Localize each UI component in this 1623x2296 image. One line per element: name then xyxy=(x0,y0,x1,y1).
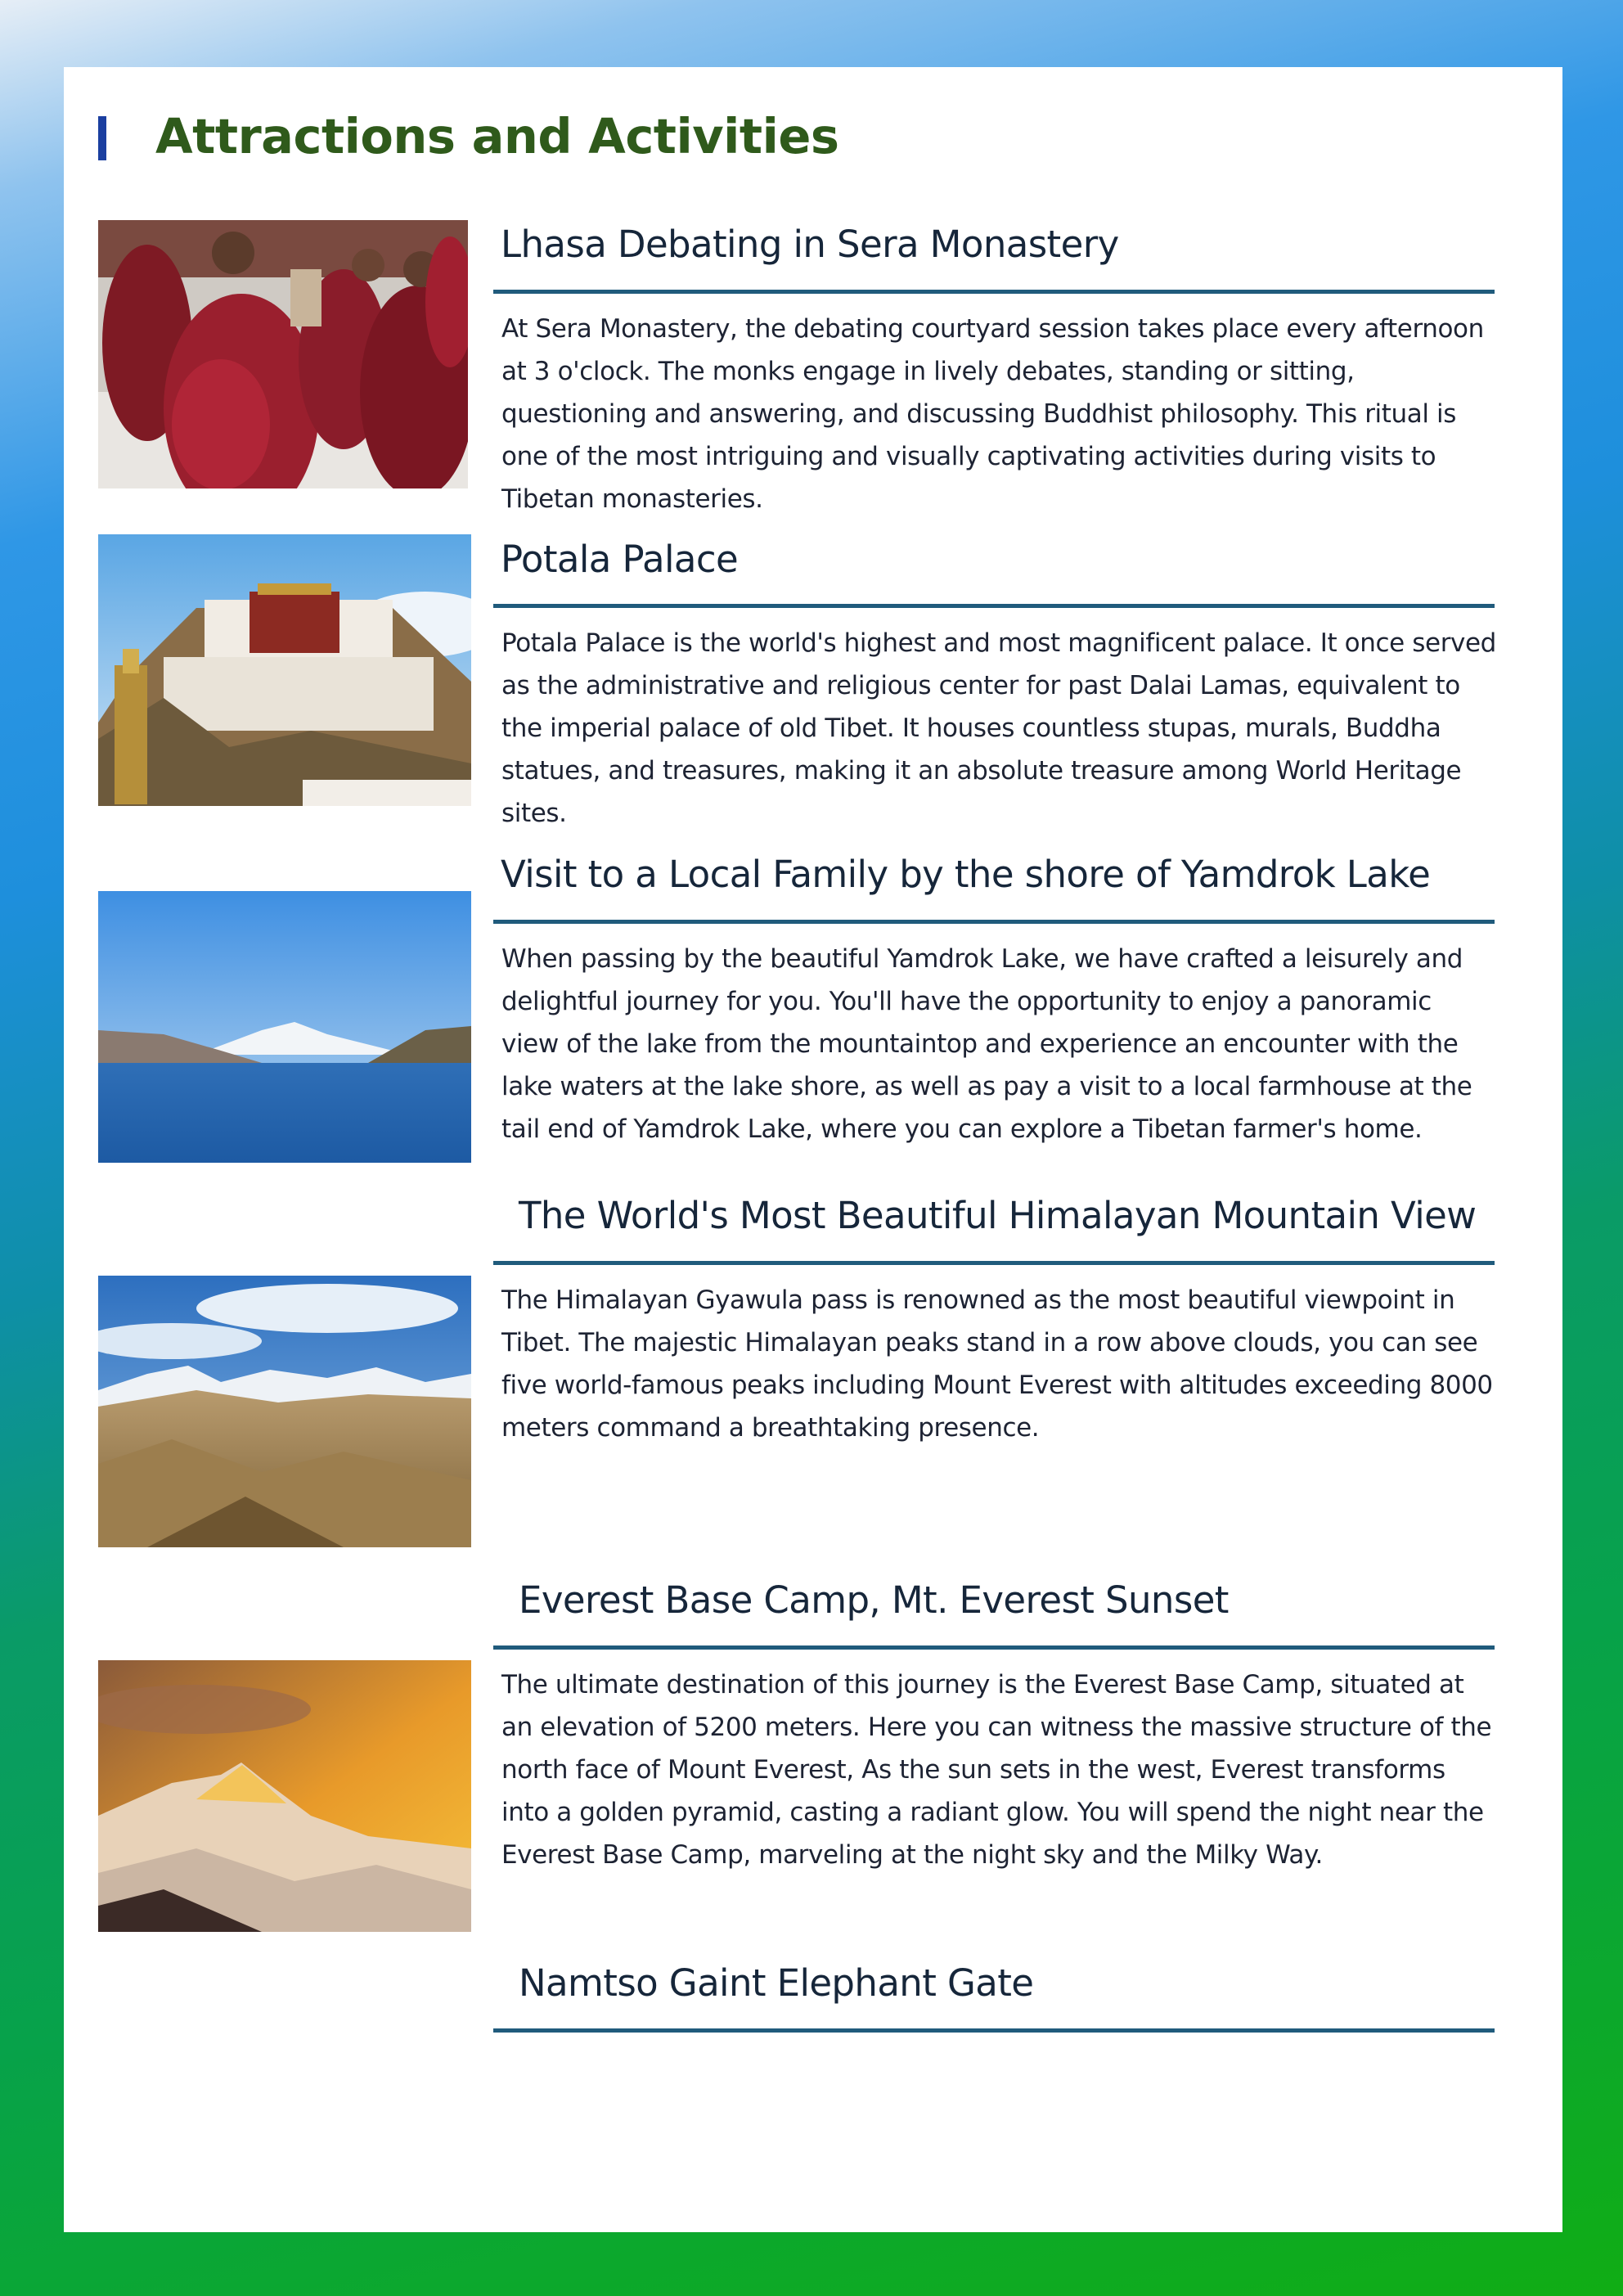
attraction-description: The Himalayan Gyawula pass is renowned as the most beautiful viewpoint in Tibet. The majestic Himalayan peaks stand in a row above clouds, you can see five world-famous peaks including Mount Everest with altitudes exceeding 8000 meters command a breathtaking presence. xyxy=(501,1285,1493,1443)
content-card xyxy=(64,67,1562,2232)
attraction-heading: Everest Base Camp, Mt. Everest Sunset xyxy=(519,1578,1229,1622)
heading-rule xyxy=(493,2028,1495,2033)
heading-rule xyxy=(493,604,1495,608)
himalayan-view-photo xyxy=(98,1276,471,1547)
heading-rule xyxy=(493,1261,1495,1265)
attraction-heading: Namtso Gaint Elephant Gate xyxy=(519,1961,1034,2005)
attraction-description: The ultimate destination of this journey is the Everest Base Camp, situated at an elevation of 5200 meters. Here you can witness the massive structure of the north face of Mount Everest, As the sun sets in the west, Everest transforms into a golden pyramid, casting a radiant glow. You will spend the night near the Everest Base Camp, marveling at the night sky and the Milky Way. xyxy=(501,1670,1492,1870)
potala-palace-photo xyxy=(98,534,471,806)
heading-rule xyxy=(493,290,1495,294)
page-title: Attractions and Activities xyxy=(155,108,839,164)
yamdrok-lake-photo xyxy=(98,891,471,1163)
attraction-description: Potala Palace is the world's highest and most magnificent palace. It once served as the administrative and religious center for past Dalai Lamas, equivalent to the imperial palace of old Tibet. It houses countless stupas, murals, Buddha statues, and treasures, making it an absolute treasure among World Heritage sites. xyxy=(501,628,1496,828)
title-accent-bar xyxy=(98,116,106,160)
attraction-description: When passing by the beautiful Yamdrok Lake, we have crafted a leisurely and delightful journey for you. You'll have the opportunity to enjoy a panoramic view of the lake from the mountaintop and experience an encounter with the lake waters at the lake shore, as well as pay a visit to a local farmhouse at the tail end of Yamdrok Lake, where you can explore a Tibetan farmer's home. xyxy=(501,944,1472,1144)
heading-rule xyxy=(493,1645,1495,1650)
attraction-heading: Potala Palace xyxy=(501,538,739,581)
monks-debating-photo xyxy=(98,220,468,488)
attraction-heading: The World's Most Beautiful Himalayan Mountain View xyxy=(519,1194,1477,1237)
attraction-description: At Sera Monastery, the debating courtyard session takes place every afternoon at 3 o'clock. The monks engage in lively debates, standing or sitting, questioning and answering, and discussing Buddhist philosophy. This ritual is one of the most intriguing and visually captivating activities during visits to Tibetan monasteries. xyxy=(501,314,1484,514)
attraction-heading: Visit to a Local Family by the shore of Yamdrok Lake xyxy=(501,853,1431,896)
heading-rule xyxy=(493,920,1495,924)
everest-sunset-photo xyxy=(98,1660,471,1932)
attraction-heading: Lhasa Debating in Sera Monastery xyxy=(501,223,1119,266)
